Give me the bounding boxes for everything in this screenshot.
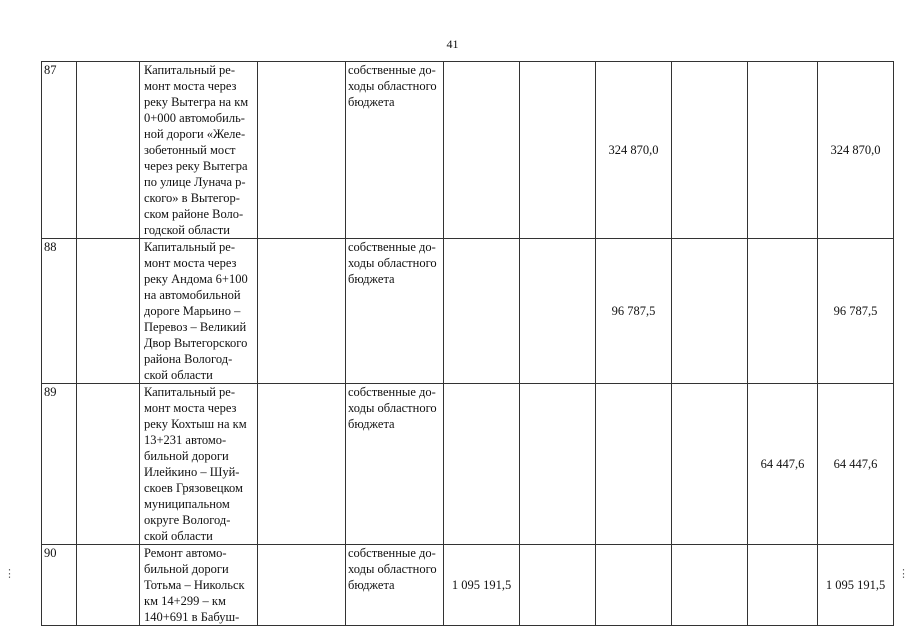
- name-line: по улице Лунача р-: [144, 175, 246, 189]
- name-line: бильной дороги: [144, 562, 229, 576]
- amount-cell: [520, 384, 596, 545]
- name-line: Ремонт автомо-: [144, 546, 227, 560]
- table-row: [42, 545, 894, 626]
- name-line: скоев Грязовецком: [144, 481, 243, 495]
- name-line: 0+000 автомобиль-: [144, 111, 245, 125]
- name-line: реку Вытегра на км: [144, 95, 249, 109]
- object-name: [140, 545, 258, 626]
- funding-source: собственные до- ходы областного бюджета: [346, 239, 444, 384]
- empty-cell: [258, 62, 346, 239]
- name-line: годской области: [144, 223, 230, 237]
- amount-cell: [748, 239, 818, 384]
- name-line: бильной дороги: [144, 449, 229, 463]
- object-name: [140, 239, 258, 384]
- name-line: ской области: [144, 368, 213, 382]
- table-row: [42, 384, 894, 545]
- row-number: 87: [42, 62, 77, 239]
- amount-cell: [748, 545, 818, 626]
- name-line: Перевоз – Великий: [144, 320, 247, 334]
- name-line: через реку Вытегра: [144, 159, 248, 173]
- row-number: 88: [42, 239, 77, 384]
- row-number: 89: [42, 384, 77, 545]
- name-line: ском районе Воло-: [144, 207, 244, 221]
- name-line: Илейкино – Шуй-: [144, 465, 240, 479]
- name-line: муниципальном: [144, 497, 230, 511]
- amount-cell: 324 870,0: [596, 62, 672, 239]
- total-cell: 324 870,0: [818, 62, 894, 239]
- scan-edge-mark-left: ⋮: [4, 568, 15, 580]
- amount-cell: [748, 62, 818, 239]
- amount-cell: [520, 239, 596, 384]
- empty-cell: [77, 62, 140, 239]
- amount-cell: [672, 384, 748, 545]
- empty-cell: [258, 384, 346, 545]
- amount-cell: [672, 239, 748, 384]
- name-line: ской области: [144, 529, 213, 543]
- total-cell: 1 095 191,5: [818, 545, 894, 626]
- name-line: района Вологод-: [144, 352, 233, 366]
- budget-table: [41, 61, 894, 626]
- amount-cell: [596, 384, 672, 545]
- object-name: [140, 62, 258, 239]
- amount-cell: [444, 239, 520, 384]
- total-cell: 64 447,6: [818, 384, 894, 545]
- name-line: ского» в Вытегор-: [144, 191, 240, 205]
- total-cell: 96 787,5: [818, 239, 894, 384]
- name-line: Тотьма – Никольск: [144, 578, 245, 592]
- name-line: 13+231 автомо-: [144, 433, 227, 447]
- name-line: дороге Марьино –: [144, 304, 241, 318]
- funding-source: собственные до- ходы областного бюджета: [346, 62, 444, 239]
- name-line: км 14+299 – км: [144, 594, 226, 608]
- funding-source: собственные до- ходы областного бюджета: [346, 545, 444, 626]
- funding-source: собственные до- ходы областного бюджета: [346, 384, 444, 545]
- amount-cell: [444, 62, 520, 239]
- name-line: ной дороги «Желе-: [144, 127, 246, 141]
- name-line: монт моста через: [144, 256, 237, 270]
- empty-cell: [77, 545, 140, 626]
- empty-cell: [258, 545, 346, 626]
- name-line: Капитальный ре-: [144, 63, 236, 77]
- amount-cell: 96 787,5: [596, 239, 672, 384]
- amount-cell: [596, 545, 672, 626]
- table-row: [42, 239, 894, 384]
- name-line: монт моста через: [144, 79, 237, 93]
- name-line: Двор Вытегорского: [144, 336, 248, 350]
- name-line: на автомобильной: [144, 288, 241, 302]
- empty-cell: [258, 239, 346, 384]
- row-number: 90: [42, 545, 77, 626]
- amount-cell: [520, 62, 596, 239]
- name-line: зобетонный мост: [144, 143, 236, 157]
- amount-cell: [444, 384, 520, 545]
- amount-cell: [672, 545, 748, 626]
- empty-cell: [77, 239, 140, 384]
- scan-edge-mark-right: ⋮: [898, 568, 909, 580]
- empty-cell: [77, 384, 140, 545]
- object-name: [140, 384, 258, 545]
- amount-cell: [672, 62, 748, 239]
- amount-cell: 64 447,6: [748, 384, 818, 545]
- amount-cell: [520, 545, 596, 626]
- name-line: Капитальный ре-: [144, 385, 236, 399]
- name-line: монт моста через: [144, 401, 237, 415]
- name-line: Капитальный ре-: [144, 240, 236, 254]
- amount-cell: 1 095 191,5: [444, 545, 520, 626]
- name-line: округе Вологод-: [144, 513, 231, 527]
- page-number: 41: [446, 37, 459, 51]
- name-line: реку Андома 6+100: [144, 272, 248, 286]
- name-line: реку Кохтыш на км: [144, 417, 247, 431]
- name-line: 140+691 в Бабуш-: [144, 610, 240, 624]
- table-row: [42, 62, 894, 239]
